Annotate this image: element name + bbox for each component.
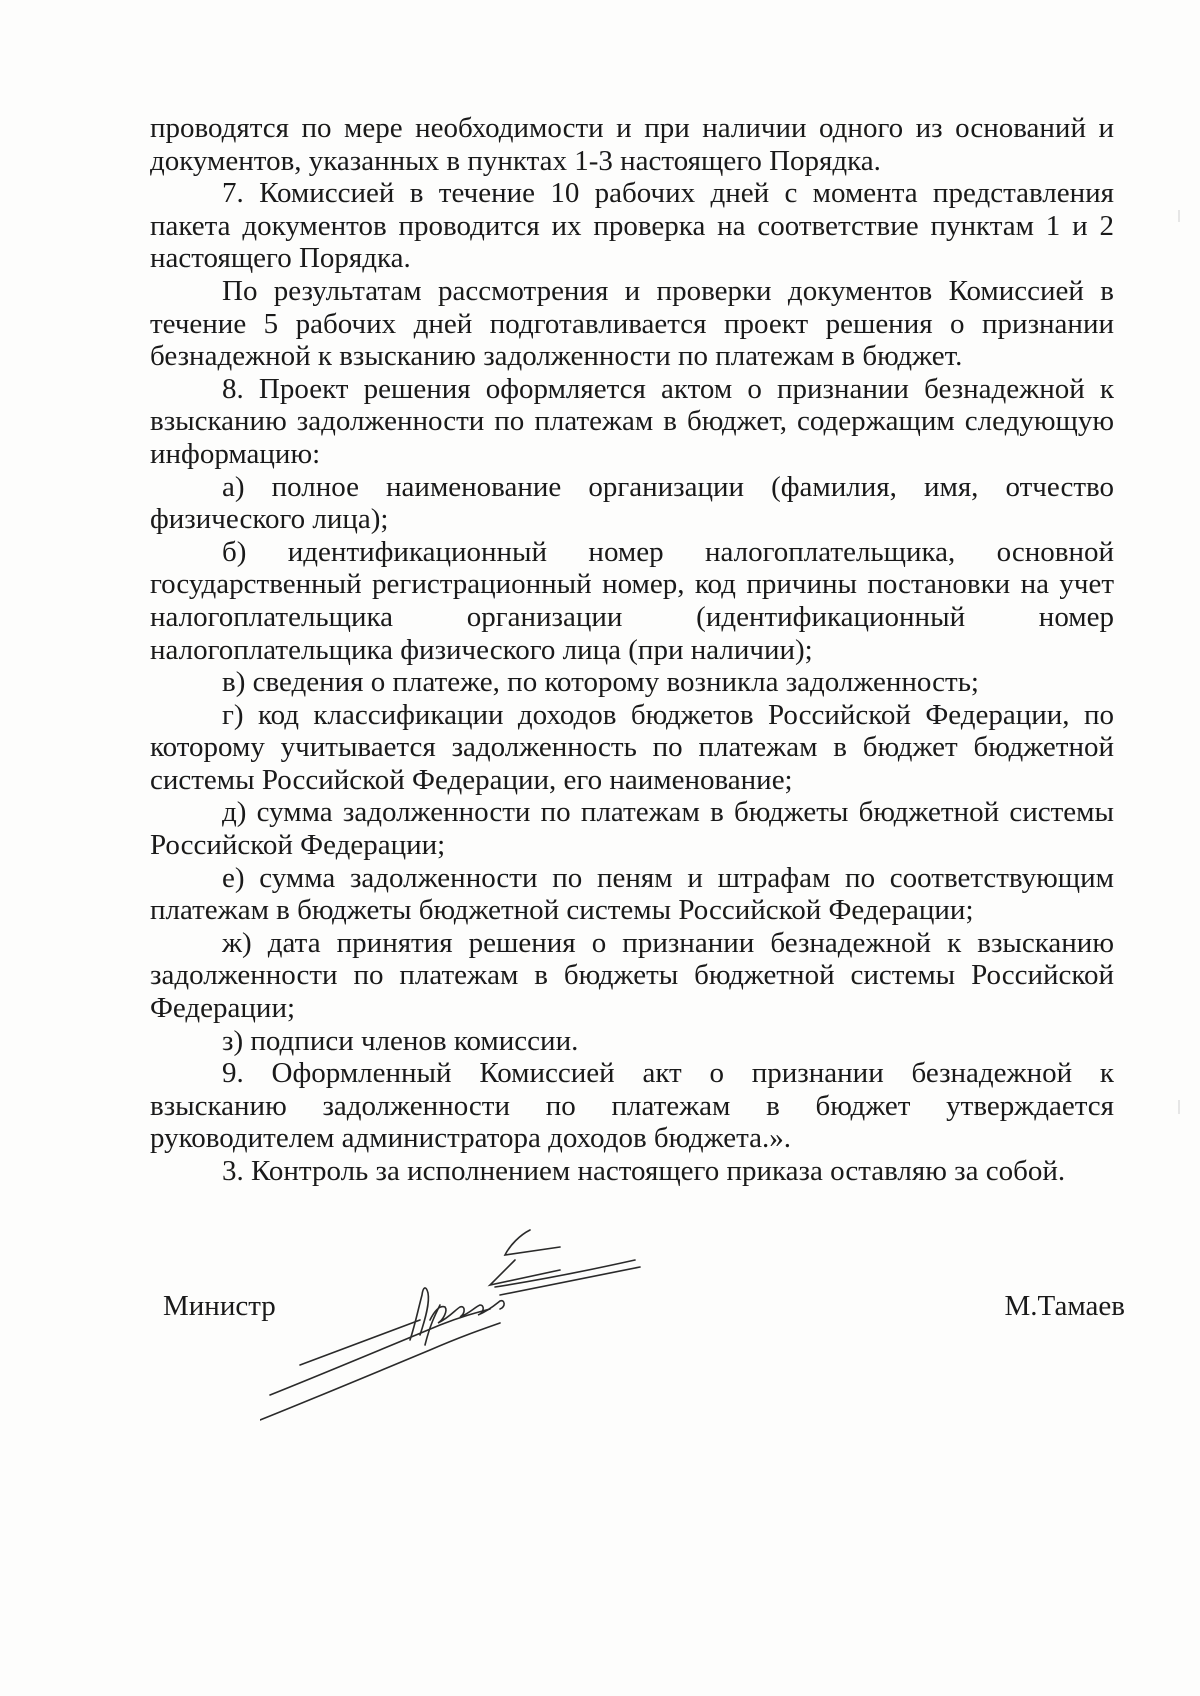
handwritten-signature	[260, 1225, 700, 1425]
list-item-zh: ж) дата принятия решения о признании безнадежной к взысканию задолженности по платежам в бюджеты бюджетной системы Российской Федерации;	[150, 926, 1114, 1025]
paragraph: По результатам рассмотрения и проверки документов Комиссией в течение 5 рабочих дней подготавливается проект решения о признании безнадежной к взысканию задолженности по платежам в бюджет.	[150, 274, 1114, 373]
list-item-a: а) полное наименование организации (фамилия, имя, отчество физического лица);	[150, 470, 1114, 536]
document-body	[150, 112, 1114, 1188]
list-item-z: з) подписи членов комиссии.	[222, 1024, 579, 1057]
signatory-title: Министр	[163, 1290, 276, 1322]
list-item-e: е) сумма задолженности по пеням и штрафам по соответствующим платежам в бюджеты бюджетной системы Российской Федерации;	[150, 861, 1114, 927]
scan-artifact	[1178, 1100, 1180, 1114]
list-item-d: д) сумма задолженности по платежам в бюджеты бюджетной системы Российской Федерации;	[150, 796, 1114, 862]
list-item-v: в) сведения о платеже, по которому возникла задолженность;	[222, 666, 979, 699]
signatory-name: М.Тамаев	[1004, 1290, 1125, 1322]
paragraph: проводятся по мере необходимости и при наличии одного из оснований и документов, указанных в пунктах 1-3 настоящего Порядка.	[150, 112, 1114, 177]
paragraph: 3. Контроль за исполнением настоящего приказа оставляю за собой.	[222, 1155, 1066, 1187]
paragraph: 8. Проект решения оформляется актом о признании безнадежной к взысканию задолженности по платежам в бюджет, содержащим следующую информацию:	[150, 372, 1114, 470]
list-item-b: б) идентификационный номер налогоплательщика, основной государственный регистрационный номер, код причины постановки на учет налогоплательщика организации (идентификационный номер налогоплательщика физического лица (при наличии);	[150, 535, 1114, 666]
list-item-g: г) код классификации доходов бюджетов Российской Федерации, по которому учитывается задолженность по платежам в бюджет бюджетной системы Российской Федерации, его наименование;	[150, 698, 1114, 796]
paragraph: 7. Комиссией в течение 10 рабочих дней с момента представления пакета документов проводится их проверка на соответствие пунктам 1 и 2 настоящего Порядка.	[150, 177, 1114, 275]
scan-artifact	[1178, 210, 1180, 222]
paragraph: 9. Оформленный Комиссией акт о признании безнадежной к взысканию задолженности по платежам в бюджет утверждается руководителем администратора доходов бюджета.».	[150, 1057, 1114, 1155]
